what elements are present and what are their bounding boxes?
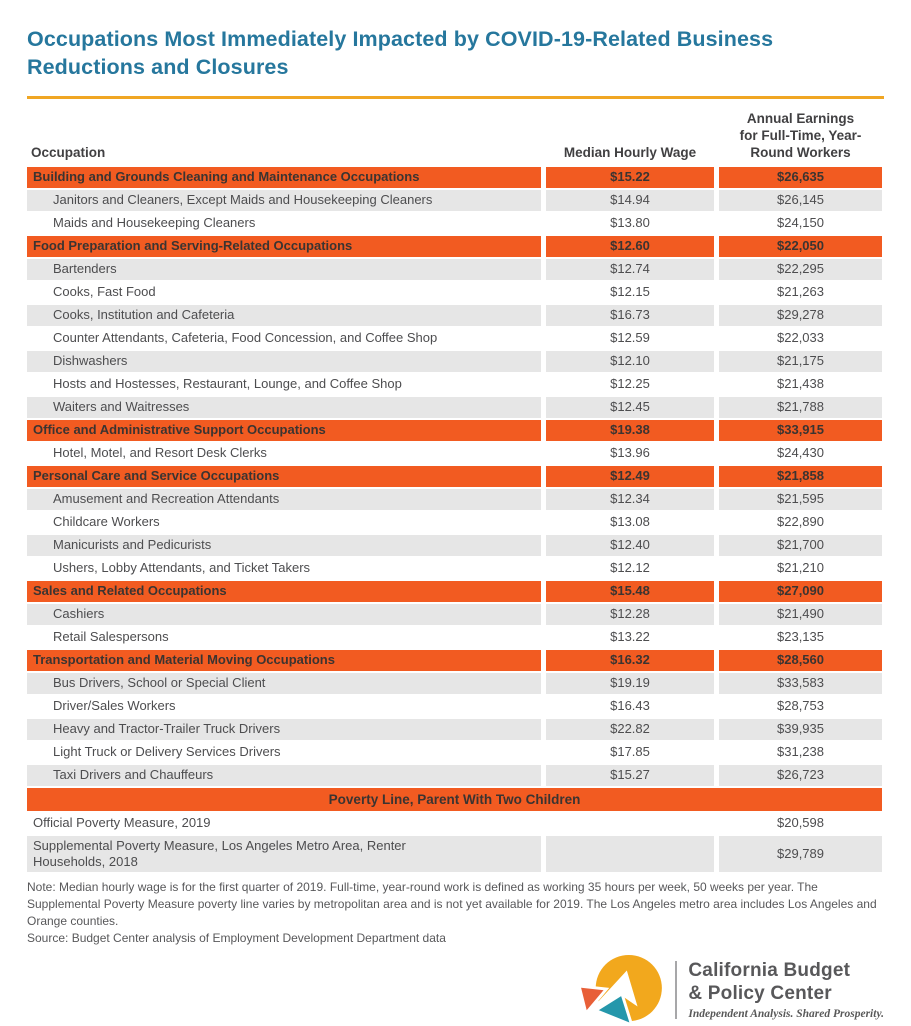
median-wage-cell: $14.94 (546, 190, 714, 211)
occupation-cell: Official Poverty Measure, 2019 (33, 815, 211, 831)
cbpc-logo-icon (577, 954, 665, 1026)
table-header-row (27, 99, 884, 167)
section-row (27, 650, 884, 671)
annual-earnings-cell: $31,238 (777, 744, 824, 760)
occupation-cell: Taxi Drivers and Chauffeurs (27, 765, 541, 786)
occupation-cell: Hotel, Motel, and Resort Desk Clerks (53, 445, 267, 461)
annual-earnings-cell: $22,033 (777, 330, 824, 346)
median-wage-cell: $12.74 (546, 259, 714, 280)
occupation-cell: Bus Drivers, School or Special Client (27, 673, 541, 694)
occupation-cell: Personal Care and Service Occupations (27, 466, 541, 487)
annual-earnings-cell: $21,595 (719, 489, 882, 510)
footer (27, 954, 884, 1026)
table-row (27, 213, 884, 234)
annual-earnings-cell: $23,135 (777, 629, 824, 645)
median-wage-cell: $12.49 (546, 466, 714, 487)
section-row (27, 581, 884, 602)
occupation-cell: Manicurists and Pedicurists (27, 535, 541, 556)
annual-earnings-cell: $24,150 (777, 215, 824, 231)
median-wage-cell: $13.96 (610, 445, 650, 461)
logo-name-line-2: & Policy Center (688, 983, 832, 1004)
page-title: Occupations Most Immediately Impacted by COVID-19-Related Business Reductions and Closures (27, 27, 774, 79)
table-row (27, 489, 884, 510)
occupation-cell: Amusement and Recreation Attendants (27, 489, 541, 510)
median-wage-cell: $15.48 (546, 581, 714, 602)
table-row (27, 282, 884, 303)
median-wage-cell: $13.22 (610, 629, 650, 645)
median-wage-cell: $16.73 (546, 305, 714, 326)
source-text: Source: Budget Center analysis of Employment Development Department data (27, 931, 446, 946)
occupation-cell: Driver/Sales Workers (53, 698, 176, 714)
occupation-cell: Cooks, Fast Food (53, 284, 156, 300)
annual-earnings-cell: $20,598 (777, 815, 824, 831)
annual-earnings-cell: $29,278 (719, 305, 882, 326)
annual-earnings-cell: $28,560 (719, 650, 882, 671)
occupation-cell: Janitors and Cleaners, Except Maids and Housekeeping Cleaners (27, 190, 541, 211)
median-wage-cell: $12.25 (610, 376, 650, 392)
occupation-cell: Retail Salespersons (53, 629, 169, 645)
table-row (27, 742, 884, 763)
annual-earnings-line-1: Annual Earnings (746, 111, 855, 127)
annual-earnings-cell: $33,583 (719, 673, 882, 694)
annual-earnings-cell: $21,490 (719, 604, 882, 625)
table-row (27, 696, 884, 717)
annual-earnings-cell: $21,438 (777, 376, 824, 392)
table-row (27, 512, 884, 533)
section-row (27, 420, 884, 441)
median-wage-cell: $16.43 (610, 698, 650, 714)
occupation-cell: Sales and Related Occupations (27, 581, 541, 602)
table-row (27, 351, 884, 372)
table-row (27, 673, 884, 694)
logo-tagline: Independent Analysis. Shared Prosperity. (688, 1008, 884, 1021)
table-row (27, 604, 884, 625)
median-wage-cell: $19.38 (546, 420, 714, 441)
annual-earnings-cell: $29,789 (719, 836, 882, 873)
table-row (27, 765, 884, 786)
median-wage-cell: $12.40 (546, 535, 714, 556)
occupation-cell: Cashiers (27, 604, 541, 625)
column-header-median-hourly-wage: Median Hourly Wage (563, 145, 697, 160)
annual-earnings-cell: $21,175 (719, 351, 882, 372)
median-wage-cell (546, 813, 714, 834)
poverty-banner-row (27, 788, 884, 811)
annual-earnings-cell: $21,263 (777, 284, 824, 300)
table-row (27, 836, 884, 873)
logo-name-line-1: California Budget (688, 959, 851, 981)
median-wage-cell: $22.82 (546, 719, 714, 740)
annual-earnings-cell: $26,723 (719, 765, 882, 786)
median-wage-cell: $16.32 (546, 650, 714, 671)
annual-earnings-cell: $21,858 (719, 466, 882, 487)
occupation-cell: Transportation and Material Moving Occupations (27, 650, 541, 671)
table-row (27, 190, 884, 211)
annual-earnings-cell: $27,090 (719, 581, 882, 602)
table-row (27, 627, 884, 648)
occupation-cell: Waiters and Waitresses (27, 397, 541, 418)
logo-text (688, 959, 884, 1020)
logo-divider (675, 961, 677, 1019)
banner-label: Poverty Line, Parent With Two Children (27, 788, 882, 811)
table-body (27, 167, 884, 873)
median-wage-cell: $19.19 (546, 673, 714, 694)
occupation-cell: Heavy and Tractor-Trailer Truck Drivers (27, 719, 541, 740)
annual-earnings-cell: $21,700 (719, 535, 882, 556)
annual-earnings-cell: $24,430 (777, 445, 824, 461)
median-wage-cell: $17.85 (610, 744, 650, 760)
occupation-cell: Cooks, Institution and Cafeteria (27, 305, 541, 326)
annual-earnings-cell: $21,210 (777, 560, 824, 576)
column-header-occupation: Occupation (31, 145, 106, 160)
column-header-annual-earnings (719, 111, 882, 162)
annual-earnings-cell: $22,890 (777, 514, 824, 530)
median-wage-cell: $12.12 (610, 560, 650, 576)
occupation-cell: Bartenders (27, 259, 541, 280)
occupation-cell: Building and Grounds Cleaning and Maintenance Occupations (27, 167, 541, 188)
median-wage-cell: $13.80 (610, 215, 650, 231)
table-row (27, 374, 884, 395)
occupation-cell: Ushers, Lobby Attendants, and Ticket Takers (53, 560, 311, 576)
section-row (27, 466, 884, 487)
annual-earnings-line-2: for Full-Time, Year- (739, 128, 862, 144)
table-row (27, 328, 884, 349)
occupation-cell: Dishwashers (27, 351, 541, 372)
annual-earnings-cell: $33,915 (719, 420, 882, 441)
occupation-cell: Hosts and Hostesses, Restaurant, Lounge, and Coffee Shop (53, 376, 402, 392)
occupation-cell: Supplemental Poverty Measure, Los Angeles Metro Area, Renter Households, 2018 (27, 836, 541, 873)
table-row (27, 813, 884, 834)
section-row (27, 167, 884, 188)
annual-earnings-cell: $22,050 (719, 236, 882, 257)
occupation-cell: Food Preparation and Serving-Related Occupations (27, 236, 541, 257)
occupation-cell: Counter Attendants, Cafeteria, Food Concession, and Coffee Shop (53, 330, 438, 346)
footnote-text: Note: Median hourly wage is for the first quarter of 2019. Full-time, year-round work is defined as working 35 hours per week, 50 weeks per year. The Supplemental Poverty Measure poverty line varies by metropolitan area and is not yet available for 2019. The Los Angeles metro area includes Los Angeles and Orange counties. (27, 880, 877, 929)
annual-earnings-cell: $26,635 (719, 167, 882, 188)
median-wage-cell (546, 836, 714, 873)
annual-earnings-cell: $21,788 (719, 397, 882, 418)
occupation-cell: Maids and Housekeeping Cleaners (53, 215, 256, 231)
table-row (27, 443, 884, 464)
median-wage-cell: $12.45 (546, 397, 714, 418)
median-wage-cell: $12.28 (546, 604, 714, 625)
table-row (27, 305, 884, 326)
occupation-cell: Office and Administrative Support Occupations (27, 420, 541, 441)
table-row (27, 535, 884, 556)
median-wage-cell: $12.15 (610, 284, 650, 300)
table-row (27, 397, 884, 418)
median-wage-cell: $13.08 (610, 514, 650, 530)
median-wage-cell: $12.34 (546, 489, 714, 510)
annual-earnings-line-3: Round Workers (750, 145, 851, 160)
annual-earnings-cell: $22,295 (719, 259, 882, 280)
table-row (27, 719, 884, 740)
section-row (27, 236, 884, 257)
annual-earnings-cell: $26,145 (719, 190, 882, 211)
occupation-cell: Childcare Workers (53, 514, 160, 530)
median-wage-cell: $12.60 (546, 236, 714, 257)
median-wage-cell: $15.27 (546, 765, 714, 786)
median-wage-cell: $12.10 (546, 351, 714, 372)
annual-earnings-cell: $28,753 (777, 698, 824, 714)
table-row (27, 558, 884, 579)
annual-earnings-cell: $39,935 (719, 719, 882, 740)
median-wage-cell: $12.59 (610, 330, 650, 346)
table-row (27, 259, 884, 280)
occupation-cell: Light Truck or Delivery Services Drivers (53, 744, 281, 760)
median-wage-cell: $15.22 (546, 167, 714, 188)
occupations-table (27, 99, 884, 873)
